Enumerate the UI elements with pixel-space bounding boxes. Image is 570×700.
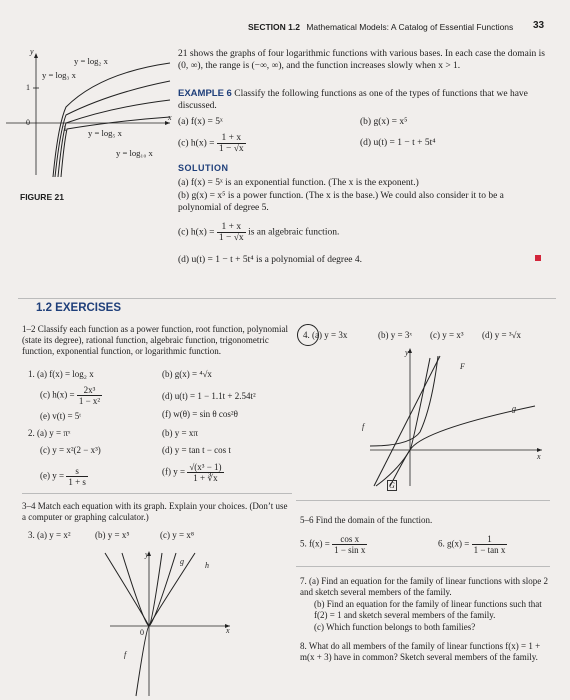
exercises-rule [18,298,556,299]
exercise-2f-num: √(x³ − 1) [189,462,222,472]
divider-right-2 [296,566,550,567]
exercise-2e [40,466,88,487]
exercise-1b: (b) g(x) = ⁴√x [162,369,212,379]
exercises-heading: 1.2 EXERCISES [36,302,122,314]
curve-label-log5: y = log₅ x [88,128,122,138]
exercise-4d: (d) y = ³√x [482,330,521,340]
exercise-4b: (b) y = 3ˣ [378,330,412,340]
curve-label-log10: y = log₁₀ x [116,148,153,158]
divider-left [22,493,292,494]
exercise-2f-fraction [187,462,223,483]
exercise-2e-lhs: (e) y = [40,470,65,481]
end-of-example-marker [535,255,541,261]
exercise-3-graph [100,548,280,698]
solution-c-rhs: is an algebraic function. [248,227,340,238]
solution-c [178,222,339,243]
graph3-x-label: x [226,626,230,635]
exercise-6-num: 1 [472,534,508,545]
exercise-6-lhs: 6. g(x) = [438,538,470,549]
exercise-1c-num: 2x³ [77,385,102,396]
exercise-5 [300,534,367,555]
graph4-f-label: f [362,422,365,431]
exercise-3a: 3. (a) y = x² [28,530,71,540]
solution-c-lhs: (c) h(x) = [178,227,215,238]
example-c-lhs: (c) h(x) = [178,138,215,149]
exercise-2e-den: 1 + s [68,477,86,487]
exercise-2f [162,462,224,483]
exercise-2e-num: s [66,466,88,477]
example-part-b: (b) g(x) = x⁵ [360,117,408,127]
exercise-4a: 4. (a) y = 3x [303,330,348,340]
exercise-1e: (e) v(t) = 5ᵗ [40,411,82,421]
solution-d: (d) u(t) = 1 − t + 5t⁴ is a polynomial of degree 4. [178,255,363,265]
exercise-3b: (b) y = x⁵ [95,530,130,540]
exercise-1a: 1. (a) f(x) = log₂ x [28,369,94,379]
exercise-1c [40,385,102,406]
exercise-7c: (c) Which function belongs to both families? [314,622,476,632]
graph3-g-label: g [180,557,184,566]
example-part-c [178,133,246,154]
example-title: EXAMPLE 6 [178,88,232,99]
graph4-F-label: F [460,362,465,371]
running-header [248,22,513,32]
exercise-2f-lhs: (f) y = [162,466,186,477]
solution-c-num: 1 + x [217,222,246,233]
exercise-4-graph [360,346,550,494]
graph4-x-label: x [537,452,541,461]
graph4-y-label: y [405,348,409,357]
section-label: SECTION 1.2 [248,22,300,32]
axis-x-label: x [168,113,172,122]
graph3-y-label: y [145,550,149,559]
exercise-2b: (b) y = xπ [162,428,198,438]
solution-a: (a) f(x) = 5ˣ is an exponential function. (The x is the exponent.) [178,178,419,188]
tick-one-y: 1 [26,83,30,92]
example-part-d: (d) u(t) = 1 − t + 5t⁴ [360,138,436,148]
example-c-den: 1 − √x [218,144,244,154]
section-title: Mathematical Models: A Catalog of Essential Functions [306,22,514,32]
page-number: 33 [533,20,545,31]
exercise-2f-den: 1 + ∛x [193,473,218,483]
example-c-fraction [217,133,246,154]
example-prompt: Classify the following functions as one of the types of functions that we have discussed. [178,89,528,111]
exercise-2a: 2. (a) y = πˣ [28,428,71,438]
exercise-1f: (f) w(θ) = sin θ cos²θ [162,409,238,419]
example-part-a: (a) f(x) = 5ˣ [178,117,223,127]
exercise-3c: (c) y = x⁸ [160,530,194,540]
graph4-G-label: G [389,481,395,490]
example-c-num: 1 + x [217,133,246,144]
exercise-5-fraction [332,534,367,555]
solution-c-den: 1 − √x [218,233,244,243]
exercise-5-lhs: 5. f(x) = [300,538,330,549]
exercise-8: 8. What do all members of the family of linear functions f(x) = 1 + m(x + 3) have in common? Sketch several members of the family. [300,641,541,662]
divider-right [296,500,550,501]
graph3-f-label: f [124,650,127,659]
example-6 [178,88,550,112]
graph4-g-label: g [512,404,516,413]
exercise-6 [438,534,507,555]
solution-title: SOLUTION [178,163,229,173]
curve-label-log3: y = log₃ x [42,70,76,80]
curve-label-log2: y = log₂ x [74,56,108,66]
exercise-6-fraction [472,534,508,555]
exercise-2e-fraction [66,466,88,487]
solution-b: (b) g(x) = x⁵ is a power function. (The x is the base.) We could also consider it to be a polynomial of degree 5. [178,191,504,213]
solution-c-fraction [217,222,246,243]
exercise-1-2-instructions: 1–2 Classify each function as a power function, root function, polynomial (state its degree), rational function, algebraic function, trigonometric function, exponential function, or logarithmic function. [22,324,288,356]
exercise-3-4-instructions: 3–4 Match each equation with its graph. Explain your choices. (Don’t use a computer or graphing calculator.) [22,501,288,522]
exercise-2c: (c) y = x²(2 − x³) [40,445,101,455]
exercise-7b: (b) Find an equation for the family of linear functions such that f(2) = 1 and sketch several members of the family. [314,599,542,620]
exercise-2d: (d) y = tan t − cos t [162,445,231,455]
exercise-1c-lhs: (c) h(x) = [40,389,75,400]
exercise-5-num: cos x [332,534,367,545]
axis-y-label: y [30,47,34,56]
exercise-5-6-instructions: 5–6 Find the domain of the function. [300,515,433,525]
tick-one-x: 1 [63,124,67,133]
tick-zero: 0 [26,118,30,127]
graph3-h-label: h [205,561,209,570]
figure-caption: FIGURE 21 [20,192,64,202]
exercise-7a: 7. (a) Find an equation for the family of linear functions with slope 2 and sketch several members of the family. [300,576,548,597]
exercise-4c: (c) y = x³ [430,330,464,340]
exercise-1c-den: 1 − x² [78,396,101,406]
intro-paragraph: 21 shows the graphs of four logarithmic functions with various bases. In each case the domain is (0, ∞), the range is (−∞, ∞), and the function increases slowly when x > 1. [178,49,545,71]
exercise-1c-fraction [77,385,102,406]
exercise-6-den: 1 − tan x [473,545,506,555]
graph3-zero-label: 0 [140,628,144,637]
exercise-1d: (d) u(t) = 1 − 1.1t + 2.54t² [162,391,256,401]
exercise-5-den: 1 − sin x [334,545,366,555]
